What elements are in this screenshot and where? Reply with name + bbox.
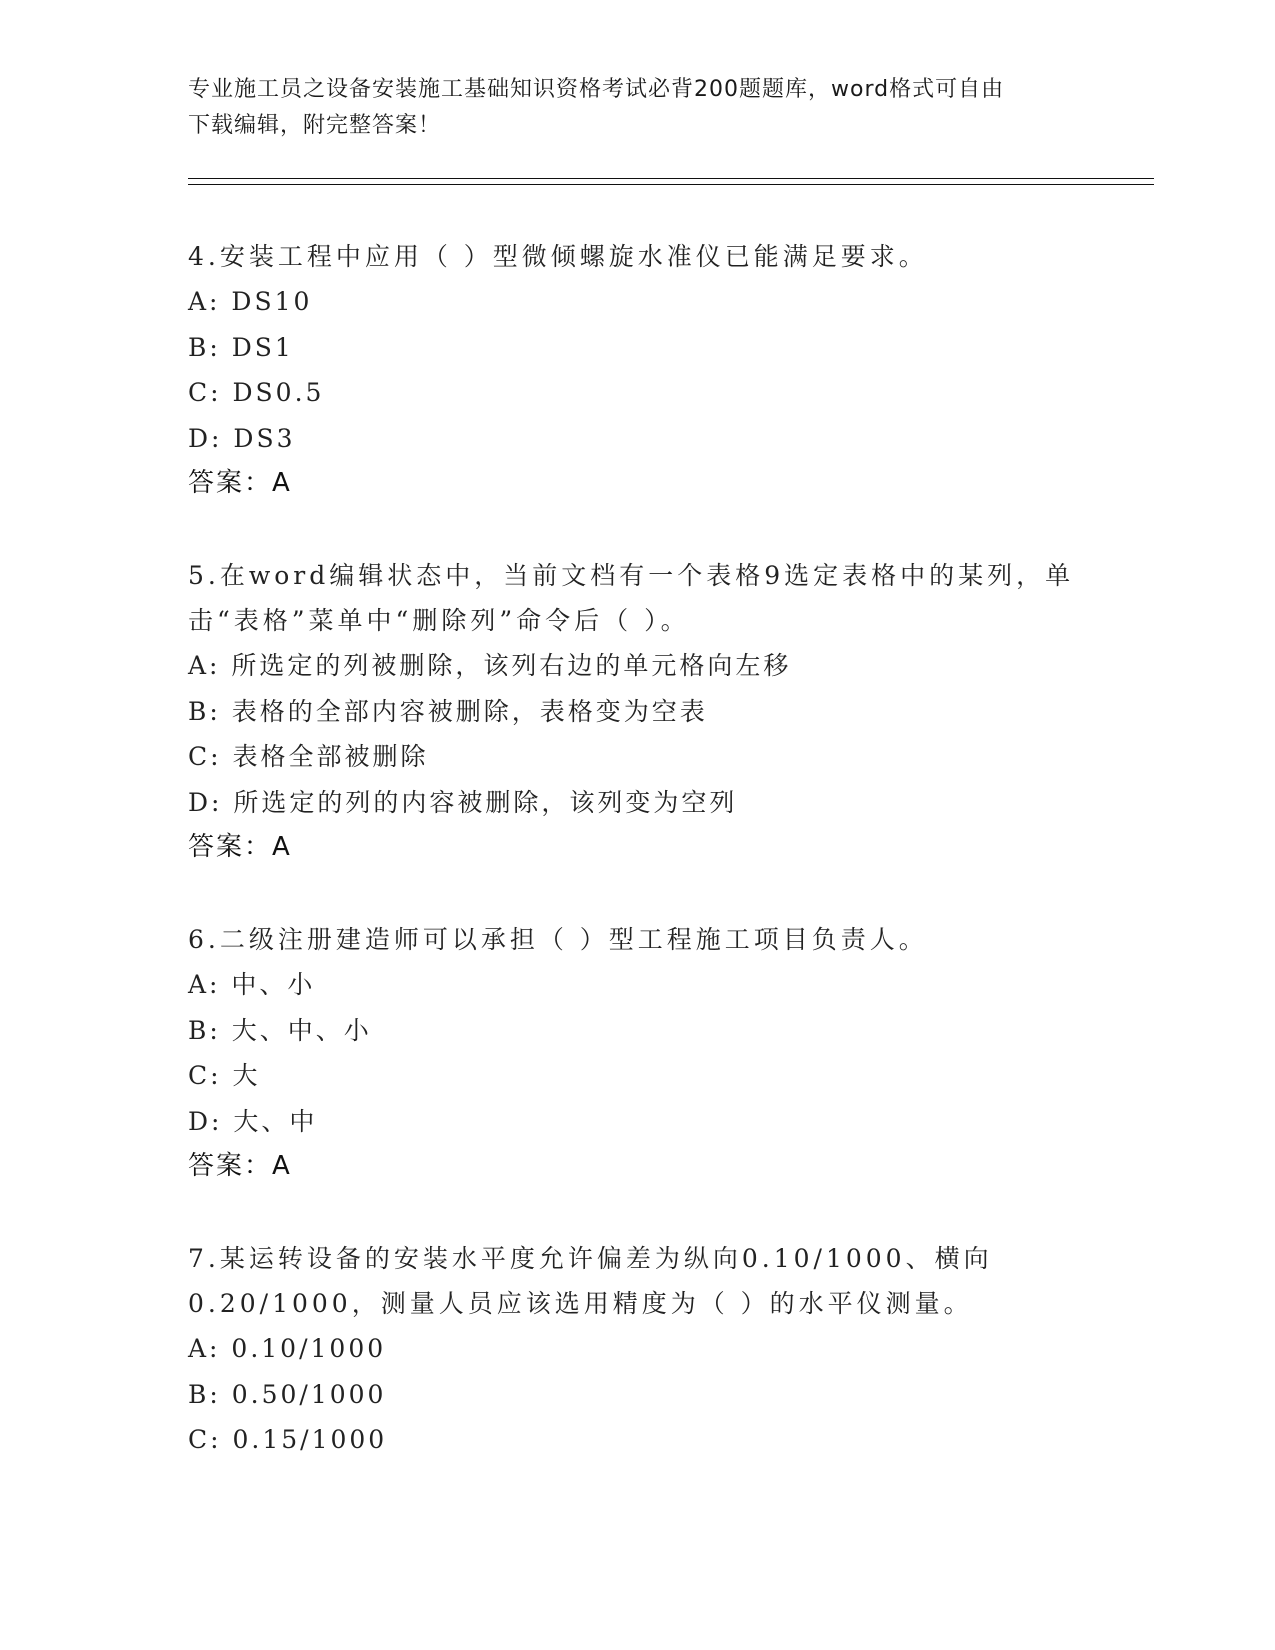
header-divider-top (188, 178, 1154, 179)
question-4 (188, 234, 1088, 506)
option-c: C: 表格全部被删除 (188, 742, 429, 771)
option-a: A: DS10 (188, 287, 313, 316)
option-b: B: 0.50/1000 (188, 1379, 387, 1409)
option-c: C: DS0.5 (188, 378, 325, 407)
option-b: B: 大、中、小 (188, 1015, 372, 1045)
answer: 答案：A (188, 1151, 292, 1181)
question-stem: 7.某运转设备的安装水平度允许偏差为纵向0.10/1000、横向 (188, 1244, 993, 1273)
option-a: A: 0.10/1000 (188, 1334, 387, 1363)
answer: 答案：A (188, 832, 292, 862)
question-6 (188, 917, 1088, 1189)
question-stem-continued: 0.20/1000，测量人员应该选用精度为（ ）的水平仪测量。 (188, 1289, 973, 1318)
option-d: D: DS3 (188, 423, 296, 453)
option-d: D: 大、中 (188, 1106, 318, 1136)
question-stem: 5.在word编辑状态中，当前文档有一个表格9选定表格中的某列，单 (188, 561, 1075, 590)
header-line-1: 专业施工员之设备安装施工基础知识资格考试必背200题题库，word格式可自由 (188, 77, 1005, 102)
option-b: B: DS1 (188, 332, 294, 362)
option-b: B: 表格的全部内容被删除，表格变为空表 (188, 696, 708, 726)
document-header (188, 72, 1088, 144)
question-5 (188, 553, 1088, 870)
header-divider-bottom (188, 184, 1154, 185)
question-stem: 6.二级注册建造师可以承担（ ）型工程施工项目负责人。 (188, 925, 928, 954)
header-line-2: 下载编辑，附完整答案！ (188, 113, 442, 138)
answer: 答案：A (188, 468, 292, 498)
question-stem-continued: 击“表格”菜单中“删除列”命令后（ ）。 (188, 606, 690, 635)
option-c: C: 0.15/1000 (188, 1425, 388, 1454)
option-a: A: 所选定的列被删除，该列右边的单元格向左移 (188, 651, 792, 680)
question-stem: 4.安装工程中应用（ ）型微倾螺旋水准仪已能满足要求。 (188, 242, 928, 271)
option-a: A: 中、小 (188, 970, 316, 999)
option-d: D: 所选定的列的内容被删除，该列变为空列 (188, 787, 738, 817)
option-c: C: 大 (188, 1061, 261, 1090)
question-7 (188, 1236, 1088, 1463)
